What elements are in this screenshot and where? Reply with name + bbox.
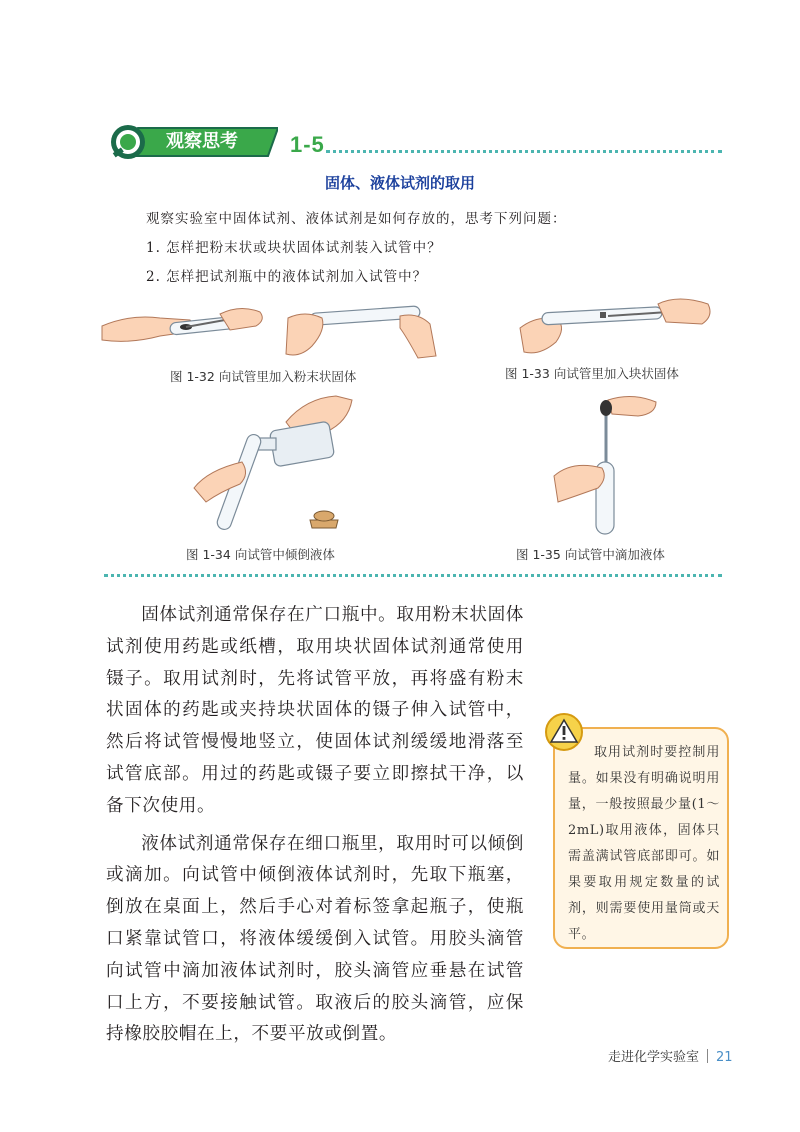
figure-powder-illustration (100, 296, 440, 362)
question-1: 1. 怎样把粉末状或块状固体试剂装入试管中？ (146, 240, 442, 256)
section-number: 1-5 (290, 132, 325, 157)
paragraph-solid: 固体试剂通常保存在广口瓶中。取用粉末状固体试剂使用药匙或纸槽，取用块状固体试剂通常使用镊子。取用试剂时，先将试管平放，再将盛有粉末状固体的药匙或夹持块状固体的镊子伸入试管中，然后将试管慢慢地竖立，使固体试剂缓缓地滑落至试管底部。用过的药匙或镊子要立即擦拭干净，以备下次使用。 (106, 605, 524, 816)
figure-caption-1-35: 图 1-35 向试管中滴加液体 (516, 547, 665, 562)
box-intro: 观察实验室中固体试剂、液体试剂是如何存放的，思考下列问题： (146, 211, 567, 227)
footer-separator (707, 1049, 708, 1063)
figure-pour-illustration (186, 392, 366, 542)
paragraph-liquid: 液体试剂通常保存在细口瓶里，取用时可以倾倒或滴加。向试管中倾倒液体试剂时，先取下瓶塞，倒放在桌面上，然后手心对着标签拿起瓶子，使瓶口紧靠试管口，将液体缓缓倒入试管。用胶头滴管向试管中滴加液体试剂时，胶头滴管应垂悬在试管口上方，不要接触试管。取液后的胶头滴管，应保持橡胶胶帽在上，不要平放或倒置。 (106, 833, 524, 1045)
question-2: 2. 怎样把试剂瓶中的液体试剂加入试管中？ (146, 269, 428, 285)
box-title: 固体、液体试剂的取用 (324, 174, 475, 192)
page-number: 21 (716, 1050, 733, 1065)
section-label: 观察思考 (166, 131, 238, 152)
note-paragraph: 取用试剂时要控制用量。如果没有明确说明用量，一般按照最少量(1～2mL)取用液体，固体只需盖满试管底部即可。如果要取用规定数量的试剂，则需要使用量筒或天平。 (568, 745, 720, 942)
note-text (568, 740, 720, 948)
box-bottom-divider (104, 574, 722, 577)
page-footer (608, 1046, 733, 1065)
body-text (106, 600, 524, 1051)
figure-caption-1-33: 图 1-33 向试管里加入块状固体 (505, 366, 679, 381)
chapter-name: 走进化学实验室 (608, 1050, 700, 1065)
figure-drop-illustration (552, 392, 662, 540)
figure-caption-1-32: 图 1-32 向试管里加入粉末状固体 (170, 369, 357, 384)
header-divider (326, 150, 722, 153)
figure-lump-illustration (518, 294, 718, 360)
figure-caption-1-34: 图 1-34 向试管中倾倒液体 (186, 547, 335, 562)
